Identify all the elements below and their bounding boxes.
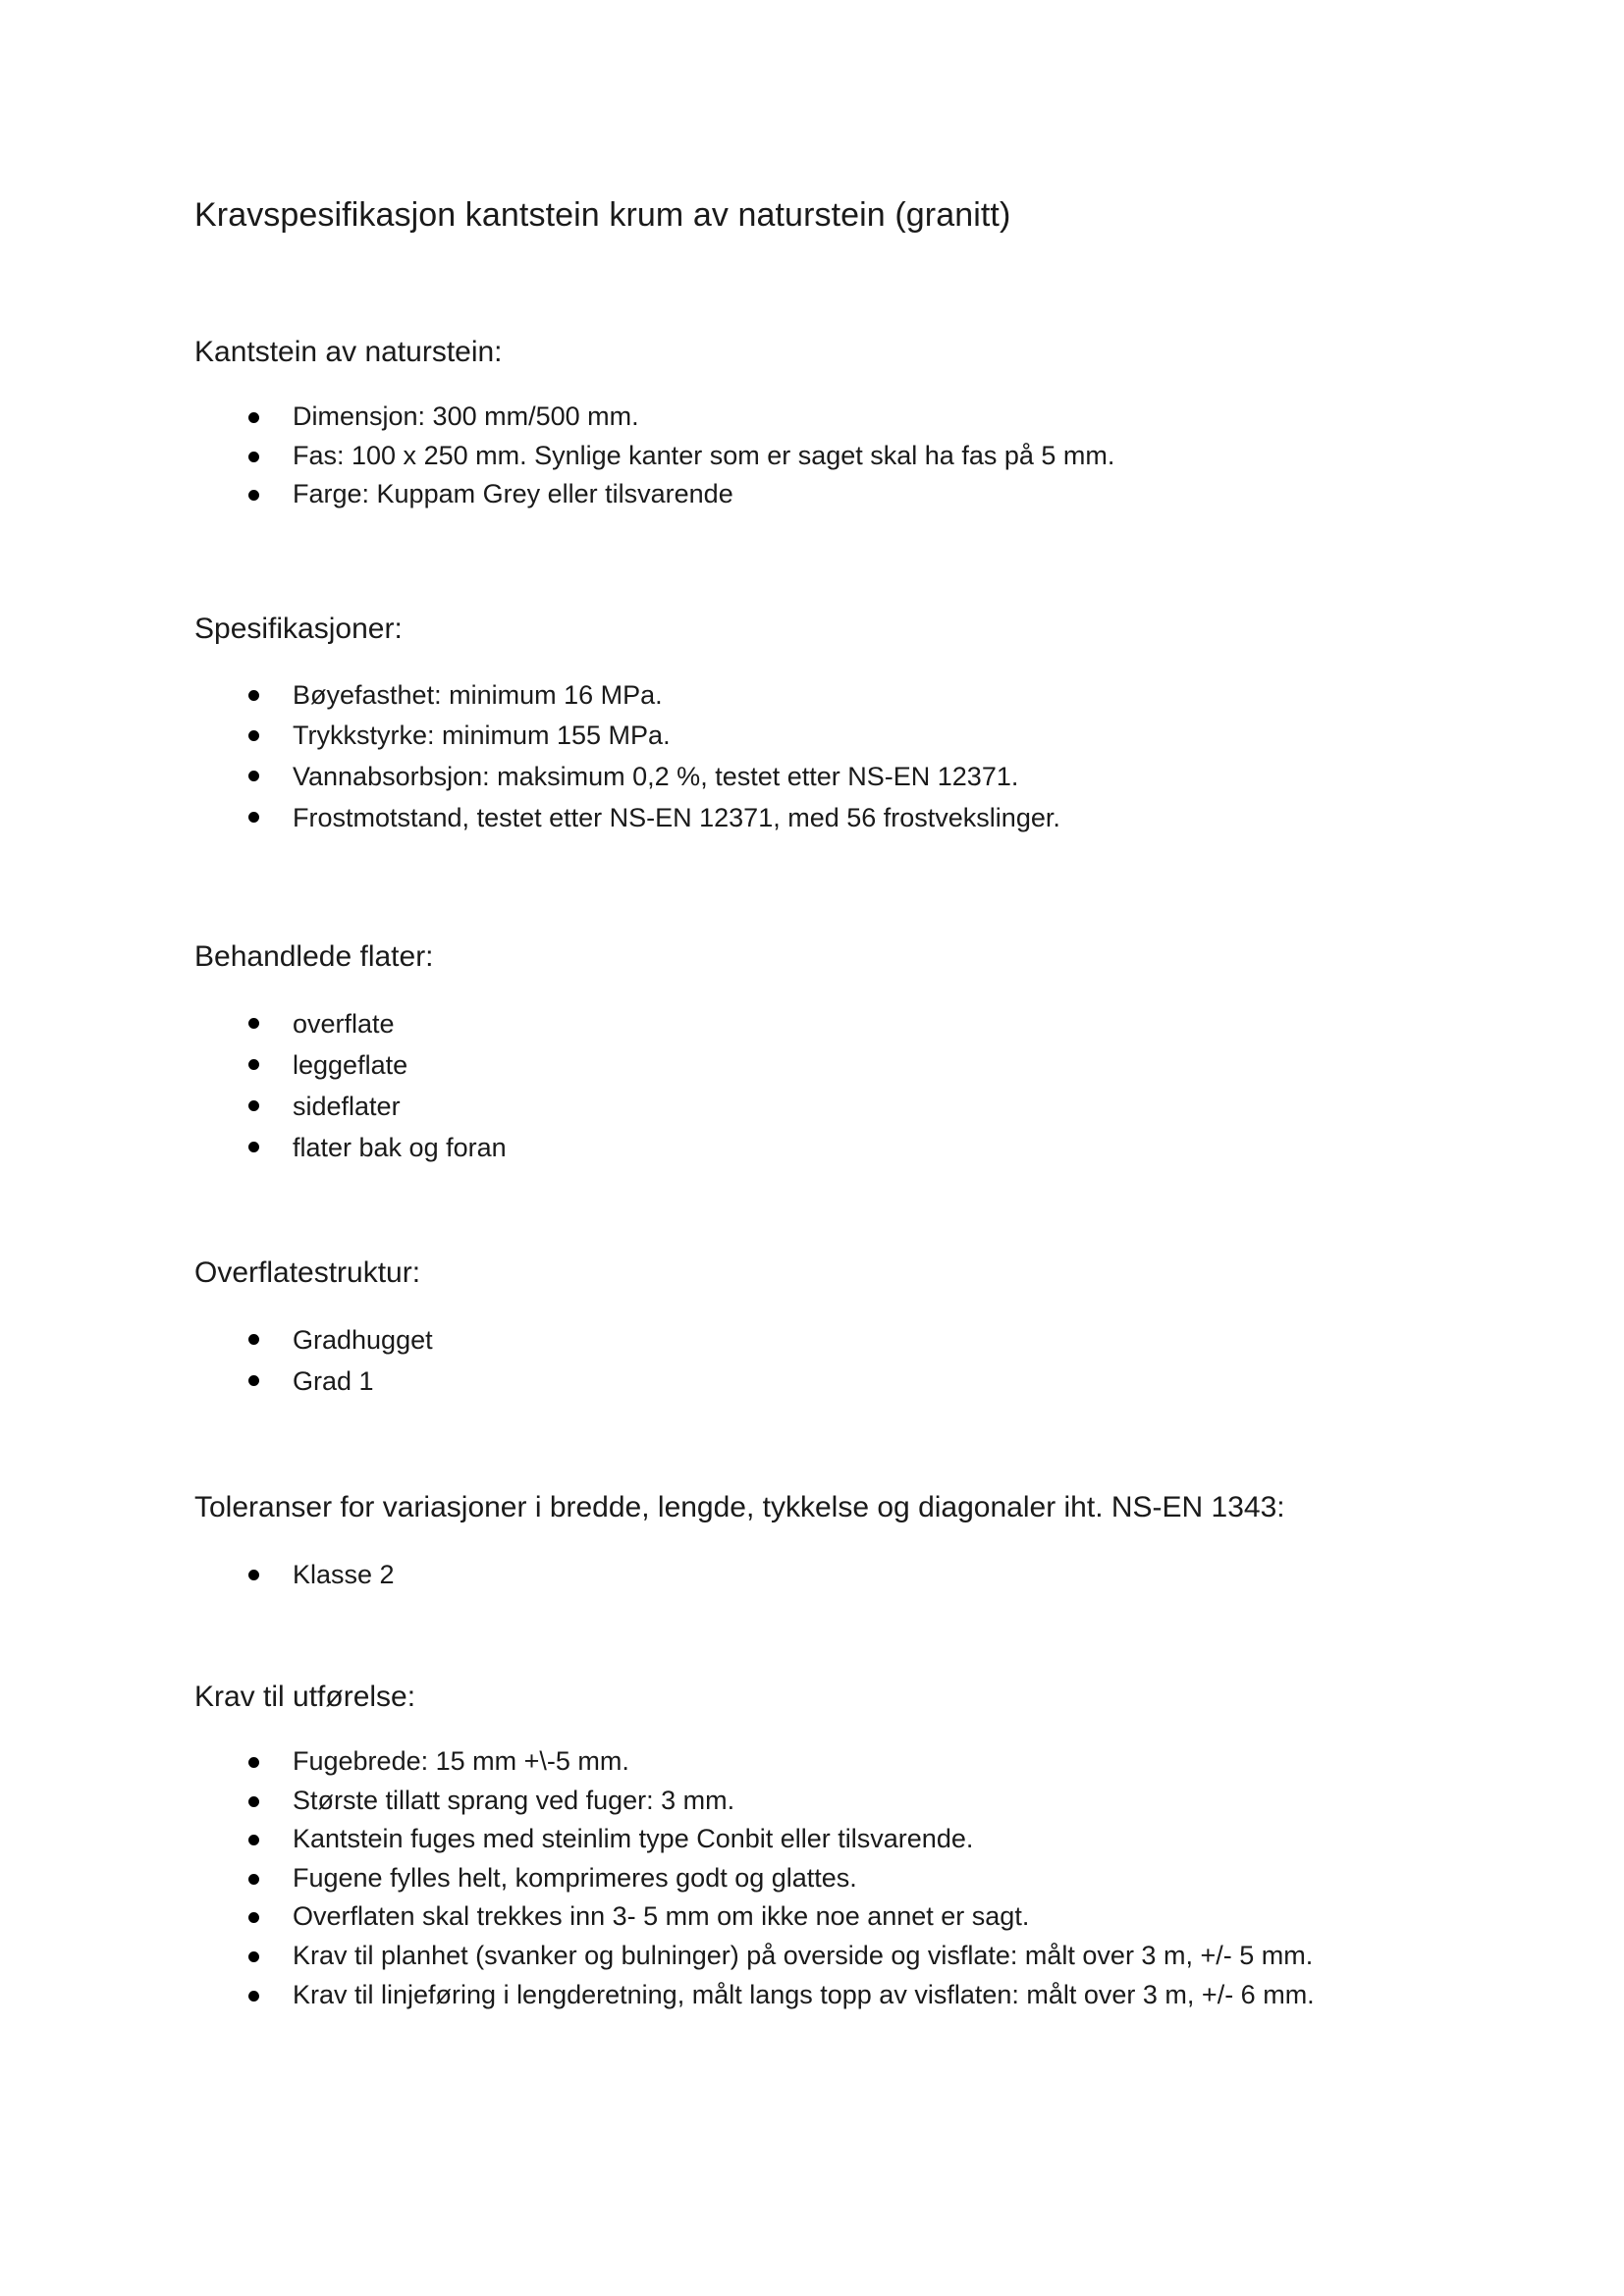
- list-item: Fugene fylles helt, komprimeres godt og glattes.: [194, 1859, 1315, 1898]
- bullet-icon: [248, 690, 259, 701]
- bullet-icon: [248, 1570, 259, 1580]
- bullet-icon: [248, 1951, 259, 1962]
- section-heading-krav-til-utforelse: Krav til utførelse:: [194, 1681, 416, 1713]
- list-item: Klasse 2: [194, 1555, 395, 1594]
- list-item: Grad 1: [194, 1361, 433, 1402]
- bullet-icon: [248, 452, 259, 462]
- section-heading-toleranser: Toleranser for variasjoner i bredde, lengde, tykkelse og diagonaler iht. NS-EN 1343:: [194, 1491, 1285, 1523]
- section-list-krav-til-utforelse: [194, 1742, 1315, 2014]
- list-item: overflate: [194, 1003, 507, 1044]
- bullet-icon: [248, 1912, 259, 1923]
- list-item: sideflater: [194, 1086, 507, 1127]
- list-item: Vannabsorbsjon: maksimum 0,2 %, testet etter NS-EN 12371.: [194, 756, 1060, 797]
- section-heading-overflatestruktur: Overflatestruktur:: [194, 1256, 421, 1289]
- list-item: Gradhugget: [194, 1319, 433, 1361]
- list-item: leggeflate: [194, 1044, 507, 1086]
- bullet-icon: [248, 1059, 259, 1070]
- section-list-spesifikasjoner: [194, 675, 1060, 838]
- list-item: flater bak og foran: [194, 1127, 507, 1168]
- list-item: Overflaten skal trekkes inn 3- 5 mm om ikke noe annet er sagt.: [194, 1897, 1315, 1937]
- bullet-icon: [248, 1375, 259, 1386]
- bullet-icon: [248, 1874, 259, 1885]
- list-item: Krav til linjeføring i lengderetning, målt langs topp av visflaten: målt over 3 m, +/- 6 mm.: [194, 1976, 1315, 2015]
- list-item: Trykkstyrke: minimum 155 MPa.: [194, 716, 1060, 756]
- bullet-icon: [248, 812, 259, 823]
- section-heading-spesifikasjoner: Spesifikasjoner:: [194, 613, 403, 645]
- list-item: Krav til planhet (svanker og bulninger) på overside og visflate: målt over 3 m, +/- 5 mm.: [194, 1937, 1315, 1976]
- bullet-icon: [248, 1142, 259, 1152]
- list-item: Fugebrede: 15 mm +\-5 mm.: [194, 1742, 1315, 1782]
- section-list-overflatestruktur: [194, 1319, 433, 1402]
- bullet-icon: [248, 1835, 259, 1845]
- list-item: Frostmotstand, testet etter NS-EN 12371, med 56 frostvekslinger.: [194, 797, 1060, 838]
- bullet-icon: [248, 1991, 259, 2002]
- bullet-icon: [248, 1757, 259, 1768]
- section-heading-kantstein: Kantstein av naturstein:: [194, 336, 503, 368]
- section-list-behandlede-flater: [194, 1003, 507, 1168]
- section-list-toleranser: [194, 1555, 395, 1594]
- list-item: Kantstein fuges med steinlim type Conbit eller tilsvarende.: [194, 1820, 1315, 1859]
- list-item: Bøyefasthet: minimum 16 MPa.: [194, 675, 1060, 716]
- document-title: Kravspesifikasjon kantstein krum av naturstein (granitt): [194, 196, 1011, 234]
- bullet-icon: [248, 490, 259, 501]
- bullet-icon: [248, 730, 259, 741]
- list-item: Dimensjon: 300 mm/500 mm.: [194, 398, 1114, 437]
- list-item: Største tillatt sprang ved fuger: 3 mm.: [194, 1782, 1315, 1821]
- bullet-icon: [248, 1018, 259, 1029]
- bullet-icon: [248, 1796, 259, 1807]
- bullet-icon: [248, 1334, 259, 1345]
- list-item: Farge: Kuppam Grey eller tilsvarende: [194, 475, 1114, 514]
- list-item: Fas: 100 x 250 mm. Synlige kanter som er saget skal ha fas på 5 mm.: [194, 437, 1114, 476]
- bullet-icon: [248, 771, 259, 781]
- bullet-icon: [248, 412, 259, 423]
- section-heading-behandlede-flater: Behandlede flater:: [194, 940, 434, 973]
- section-list-kantstein: [194, 398, 1114, 514]
- bullet-icon: [248, 1100, 259, 1111]
